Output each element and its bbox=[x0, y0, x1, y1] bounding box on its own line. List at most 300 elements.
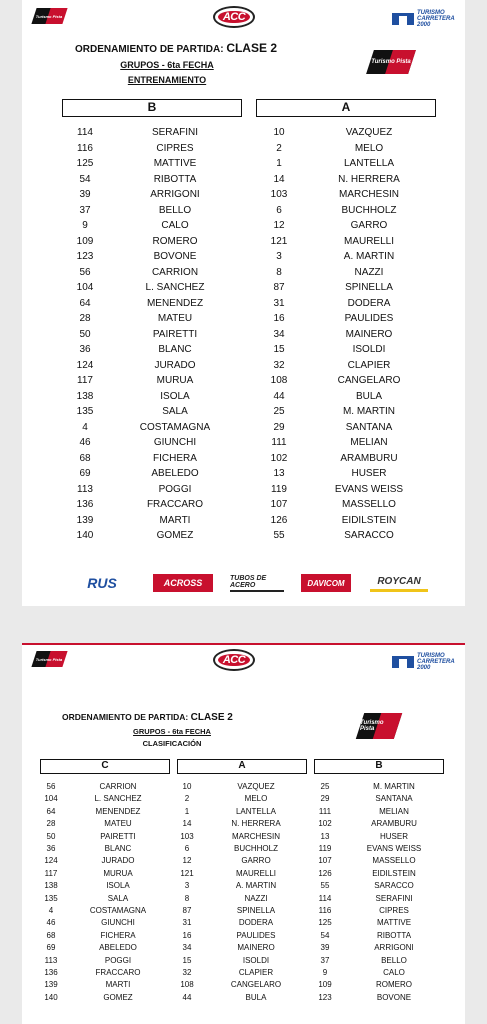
c-driver-name: JURADO bbox=[101, 856, 135, 866]
table-row bbox=[36, 869, 446, 878]
left-driver-name: JURADO bbox=[154, 359, 196, 371]
left-driver-name: ROMERO bbox=[152, 235, 198, 247]
left-car-number: 123 bbox=[76, 251, 94, 262]
c-driver-name: GOMEZ bbox=[103, 992, 133, 1002]
b-car-number: 123 bbox=[318, 992, 332, 1002]
c-driver-name: FRACCARO bbox=[95, 968, 141, 977]
left-driver-name: MATEU bbox=[157, 313, 193, 324]
table-row bbox=[36, 968, 446, 977]
left-car-number: 117 bbox=[77, 375, 93, 386]
a-car-number: 15 bbox=[182, 955, 192, 965]
b-driver-name: MASSELLO bbox=[372, 856, 416, 866]
right-car-number: 55 bbox=[273, 530, 285, 541]
left-driver-name: GIUNCHI bbox=[153, 437, 197, 448]
table-row bbox=[62, 236, 436, 247]
right-car-number: 16 bbox=[273, 313, 285, 324]
right-car-number: 107 bbox=[270, 499, 288, 510]
right-car-number: 102 bbox=[270, 452, 288, 464]
right-driver-name: MARCHESIN bbox=[338, 189, 399, 200]
table-row bbox=[62, 360, 436, 371]
a-car-number: 6 bbox=[184, 844, 190, 853]
left-driver-name: CALO bbox=[161, 220, 189, 231]
page-title bbox=[75, 41, 277, 55]
subtitle: GRUPOS - 6ta FECHA bbox=[120, 60, 214, 70]
b-driver-name: EIDILSTEIN bbox=[372, 868, 416, 878]
right-driver-name: MAINERO bbox=[345, 328, 393, 340]
table-row bbox=[36, 993, 446, 1002]
left-car-number: 136 bbox=[76, 499, 94, 510]
c-driver-name: SALA bbox=[107, 893, 129, 903]
table-row bbox=[62, 251, 436, 262]
sponsor-across-logo: ACROSS bbox=[153, 574, 213, 592]
table-row bbox=[36, 943, 446, 952]
table-row bbox=[62, 453, 436, 464]
table-row bbox=[36, 819, 446, 828]
left-car-number: 124 bbox=[76, 359, 94, 371]
right-car-number: 87 bbox=[273, 282, 285, 293]
a-car-number: 16 bbox=[182, 930, 192, 940]
left-car-number: 28 bbox=[79, 313, 91, 324]
a-car-number: 34 bbox=[182, 943, 192, 953]
table-row bbox=[62, 484, 436, 495]
b-car-number: 111 bbox=[318, 806, 332, 816]
right-car-number: 25 bbox=[273, 406, 285, 417]
a-car-number: 87 bbox=[182, 906, 192, 915]
sponsor-roycan-logo: ROYCAN bbox=[370, 574, 428, 592]
session-label: ENTRENAMIENTO bbox=[127, 75, 207, 85]
b-car-number: 102 bbox=[318, 819, 332, 829]
a-car-number: 121 bbox=[180, 868, 194, 878]
right-car-number: 126 bbox=[270, 514, 288, 526]
b-driver-name: SERAFINI bbox=[375, 893, 413, 903]
b-car-number: 107 bbox=[318, 856, 332, 866]
a-driver-name: LANTELLA bbox=[235, 806, 277, 816]
left-car-number: 54 bbox=[79, 173, 91, 185]
right-car-number: 111 bbox=[271, 437, 287, 448]
right-car-number: 34 bbox=[273, 328, 285, 340]
left-car-number: 135 bbox=[76, 406, 94, 417]
right-driver-name: LANTELLA bbox=[343, 158, 395, 169]
column-header-right: A bbox=[256, 99, 436, 117]
a-car-number: 31 bbox=[182, 918, 192, 928]
b-car-number: 54 bbox=[320, 930, 330, 940]
table-row bbox=[62, 375, 436, 386]
table-row bbox=[62, 329, 436, 340]
right-car-number: 29 bbox=[273, 421, 285, 433]
left-car-number: 116 bbox=[77, 142, 93, 154]
right-car-number: 108 bbox=[270, 375, 288, 386]
right-driver-name: VAZQUEZ bbox=[345, 127, 393, 138]
left-driver-name: FRACCARO bbox=[146, 499, 204, 510]
right-driver-name: HUSER bbox=[351, 468, 387, 479]
sponsor-rus-logo: RUS bbox=[87, 575, 117, 591]
session-label: CLASIFICACIÓN bbox=[142, 739, 202, 748]
table-row bbox=[62, 127, 436, 138]
c-driver-name: L. SANCHEZ bbox=[94, 794, 142, 804]
a-car-number: 10 bbox=[182, 782, 192, 791]
a-driver-name: VAZQUEZ bbox=[237, 782, 275, 791]
left-car-number: 56 bbox=[79, 266, 91, 278]
table-row bbox=[62, 406, 436, 417]
turismo-pista-logo bbox=[34, 8, 64, 24]
c-driver-name: MARTI bbox=[105, 980, 131, 990]
right-driver-name: SARACCO bbox=[344, 530, 394, 541]
c-car-number: 139 bbox=[44, 980, 58, 990]
right-car-number: 3 bbox=[276, 251, 282, 262]
right-car-number: 10 bbox=[273, 127, 285, 138]
a-driver-name: CLAPIER bbox=[238, 968, 274, 977]
table-row bbox=[62, 313, 436, 324]
right-car-number: 32 bbox=[273, 359, 285, 371]
tc2000-logo bbox=[392, 653, 461, 671]
b-driver-name: CIPRES bbox=[379, 906, 409, 915]
left-car-number: 4 bbox=[82, 421, 88, 433]
b-car-number: 126 bbox=[318, 868, 332, 878]
c-car-number: 68 bbox=[46, 930, 56, 940]
sponsor-davicom-logo: DAVICOM bbox=[301, 574, 351, 592]
right-driver-name: SANTANA bbox=[345, 421, 393, 433]
right-car-number: 13 bbox=[273, 468, 285, 479]
table-row bbox=[62, 158, 436, 169]
c-car-number: 4 bbox=[48, 906, 54, 915]
table-row bbox=[62, 205, 436, 216]
right-car-number: 103 bbox=[270, 189, 288, 200]
right-car-number: 8 bbox=[276, 266, 282, 278]
table-row bbox=[36, 856, 446, 865]
b-driver-name: ARAMBURU bbox=[371, 819, 417, 829]
table-row bbox=[62, 468, 436, 479]
right-driver-name: NAZZI bbox=[354, 266, 384, 278]
a-driver-name: BUCHHOLZ bbox=[233, 844, 278, 853]
c-driver-name: FICHERA bbox=[100, 930, 136, 940]
a-driver-name: N. HERRERA bbox=[231, 819, 281, 829]
left-car-number: 113 bbox=[77, 483, 93, 495]
table-row bbox=[36, 794, 446, 803]
tc2000-logo bbox=[392, 10, 461, 28]
c-driver-name: MURUA bbox=[103, 868, 133, 878]
left-driver-name: MARTI bbox=[159, 514, 191, 526]
a-car-number: 103 bbox=[180, 831, 194, 841]
b-driver-name: ARRIGONI bbox=[374, 943, 414, 953]
right-car-number: 14 bbox=[273, 173, 285, 185]
column-header-3: B bbox=[314, 759, 444, 774]
left-driver-name: COSTAMAGNA bbox=[139, 421, 211, 433]
table-row bbox=[62, 530, 436, 541]
right-driver-name: BUCHHOLZ bbox=[341, 204, 397, 216]
left-driver-name: BOVONE bbox=[153, 251, 197, 262]
left-driver-name: ARRIGONI bbox=[150, 189, 200, 200]
left-car-number: 64 bbox=[79, 297, 91, 309]
left-car-number: 9 bbox=[82, 220, 88, 231]
turismo-pista-logo-large bbox=[360, 713, 398, 739]
right-driver-name: MAURELLI bbox=[343, 235, 394, 247]
c-car-number: 135 bbox=[44, 893, 58, 903]
turismo-pista-logo-large bbox=[370, 50, 412, 74]
c-car-number: 64 bbox=[46, 806, 56, 816]
left-driver-name: L. SANCHEZ bbox=[145, 282, 205, 293]
right-driver-name: PAULIDES bbox=[344, 313, 394, 324]
c-driver-name: BLANC bbox=[104, 844, 132, 853]
c-car-number: 36 bbox=[46, 844, 56, 853]
left-car-number: 109 bbox=[76, 235, 94, 247]
a-car-number: 3 bbox=[184, 881, 190, 891]
b-driver-name: CALO bbox=[383, 968, 405, 977]
right-driver-name: N. HERRERA bbox=[338, 173, 400, 185]
right-driver-name: MELO bbox=[354, 142, 384, 154]
right-driver-name: EVANS WEISS bbox=[334, 483, 404, 495]
right-car-number: 15 bbox=[273, 344, 285, 355]
page-title bbox=[62, 712, 233, 723]
title-class: CLASE 2 bbox=[226, 41, 277, 55]
a-car-number: 32 bbox=[182, 968, 192, 977]
b-car-number: 116 bbox=[318, 906, 332, 915]
acc-logo-text: ACC bbox=[218, 11, 249, 24]
c-driver-name: GIUNCHI bbox=[101, 918, 135, 928]
c-driver-name: MATEU bbox=[104, 819, 132, 829]
a-car-number: 1 bbox=[184, 806, 190, 816]
table-row bbox=[36, 782, 446, 791]
b-driver-name: MATTIVE bbox=[376, 918, 412, 928]
left-driver-name: SERAFINI bbox=[151, 127, 199, 138]
a-car-number: 2 bbox=[184, 794, 190, 804]
c-car-number: 69 bbox=[46, 943, 56, 953]
left-driver-name: RIBOTTA bbox=[153, 173, 197, 185]
b-car-number: 9 bbox=[322, 968, 328, 977]
right-driver-name: MELIAN bbox=[350, 437, 388, 448]
table-row bbox=[62, 298, 436, 309]
title-prefix: ORDENAMIENTO DE PARTIDA: bbox=[75, 44, 227, 55]
b-car-number: 55 bbox=[320, 881, 330, 891]
c-driver-name: COSTAMAGNA bbox=[89, 906, 147, 915]
acc-logo-text: ACC bbox=[218, 654, 249, 667]
turismo-pista-logo-text: Turismo Pista bbox=[35, 13, 63, 19]
left-driver-name: CIPRES bbox=[156, 142, 194, 154]
turismo-pista-logo-large-text: Turismo Pista bbox=[360, 720, 384, 732]
column-header-left: B bbox=[62, 99, 242, 117]
turismo-pista-logo bbox=[34, 651, 64, 667]
table-row bbox=[36, 832, 446, 841]
table-row bbox=[36, 918, 446, 927]
c-car-number: 138 bbox=[44, 881, 58, 891]
left-car-number: 69 bbox=[79, 468, 91, 479]
c-driver-name: POGGI bbox=[104, 955, 132, 965]
b-car-number: 37 bbox=[320, 955, 330, 965]
column-header-1: C bbox=[40, 759, 170, 774]
left-car-number: 104 bbox=[76, 282, 94, 293]
right-driver-name: CLAPIER bbox=[347, 359, 391, 371]
table-row bbox=[36, 881, 446, 890]
a-driver-name: MELO bbox=[244, 794, 268, 804]
title-prefix: ORDENAMIENTO DE PARTIDA: bbox=[62, 712, 191, 722]
b-driver-name: RIBOTTA bbox=[376, 930, 412, 940]
b-car-number: 125 bbox=[318, 918, 332, 928]
b-driver-name: HUSER bbox=[379, 831, 408, 841]
sponsor-bar bbox=[22, 570, 465, 596]
left-driver-name: FICHERA bbox=[153, 452, 197, 464]
left-car-number: 139 bbox=[76, 514, 94, 526]
page-top-rule bbox=[22, 643, 465, 645]
right-driver-name: DODERA bbox=[347, 297, 391, 309]
left-car-number: 46 bbox=[79, 437, 91, 448]
b-car-number: 29 bbox=[320, 794, 330, 804]
tc2000-logo-text: TURISMO CARRETERA 2000 bbox=[417, 10, 455, 28]
a-driver-name: A. MARTIN bbox=[235, 881, 277, 891]
right-car-number: 12 bbox=[273, 220, 285, 231]
left-driver-name: MATTIVE bbox=[153, 158, 197, 169]
a-car-number: 8 bbox=[184, 893, 190, 903]
b-car-number: 119 bbox=[318, 844, 332, 853]
right-car-number: 119 bbox=[271, 483, 287, 495]
subtitle: GRUPOS - 6ta FECHA bbox=[133, 727, 211, 736]
table-row bbox=[62, 267, 436, 278]
turismo-pista-logo-large-text: Turismo Pista bbox=[371, 59, 411, 65]
table-row bbox=[62, 282, 436, 293]
a-driver-name: BULA bbox=[245, 992, 267, 1002]
right-driver-name: MASSELLO bbox=[342, 499, 396, 510]
left-car-number: 125 bbox=[76, 158, 94, 169]
c-car-number: 117 bbox=[44, 868, 58, 878]
left-car-number: 36 bbox=[79, 344, 91, 355]
left-driver-name: ABELEDO bbox=[151, 468, 199, 479]
left-car-number: 50 bbox=[79, 328, 91, 340]
left-driver-name: ISOLA bbox=[160, 390, 190, 402]
table-row bbox=[62, 344, 436, 355]
right-car-number: 44 bbox=[273, 390, 285, 402]
c-driver-name: CARRION bbox=[99, 782, 137, 791]
table-row bbox=[36, 956, 446, 965]
right-car-number: 1 bbox=[276, 158, 282, 169]
c-car-number: 104 bbox=[44, 794, 58, 804]
left-driver-name: PAIRETTI bbox=[152, 328, 198, 340]
document-page-2 bbox=[22, 643, 465, 1024]
b-car-number: 109 bbox=[318, 980, 332, 990]
right-car-number: 31 bbox=[273, 297, 285, 309]
right-driver-name: ARAMBURU bbox=[340, 452, 398, 464]
c-car-number: 113 bbox=[44, 955, 58, 965]
table-row bbox=[62, 174, 436, 185]
c-driver-name: ISOLA bbox=[106, 881, 130, 891]
left-car-number: 138 bbox=[76, 390, 94, 402]
right-car-number: 121 bbox=[270, 235, 288, 247]
table-row bbox=[62, 391, 436, 402]
a-driver-name: NAZZI bbox=[244, 893, 268, 903]
b-car-number: 25 bbox=[320, 782, 330, 791]
right-driver-name: EIDILSTEIN bbox=[341, 514, 397, 526]
left-driver-name: BLANC bbox=[158, 344, 192, 355]
left-driver-name: CARRION bbox=[151, 266, 199, 278]
left-car-number: 140 bbox=[76, 530, 94, 541]
a-car-number: 44 bbox=[182, 992, 192, 1002]
c-car-number: 124 bbox=[44, 856, 58, 866]
table-row bbox=[36, 931, 446, 940]
b-car-number: 13 bbox=[320, 831, 330, 841]
table-row bbox=[36, 844, 446, 853]
b-car-number: 114 bbox=[318, 893, 332, 903]
a-car-number: 14 bbox=[182, 819, 192, 829]
c-car-number: 136 bbox=[44, 968, 58, 977]
a-driver-name: SPINELLA bbox=[236, 906, 276, 915]
right-car-number: 6 bbox=[276, 204, 282, 216]
left-driver-name: BELLO bbox=[158, 204, 192, 216]
column-header-2: A bbox=[177, 759, 307, 774]
a-driver-name: MAURELLI bbox=[235, 868, 276, 878]
c-car-number: 28 bbox=[46, 819, 56, 829]
table-row bbox=[62, 143, 436, 154]
table-row bbox=[62, 220, 436, 231]
table-row bbox=[62, 189, 436, 200]
table-row bbox=[62, 437, 436, 448]
turismo-pista-logo-text: Turismo Pista bbox=[35, 656, 63, 662]
acc-logo bbox=[213, 649, 255, 671]
a-driver-name: ISOLDI bbox=[242, 955, 270, 965]
b-driver-name: BOVONE bbox=[376, 992, 412, 1002]
c-driver-name: ABELEDO bbox=[99, 943, 137, 953]
a-driver-name: DODERA bbox=[238, 918, 274, 928]
table-row bbox=[62, 499, 436, 510]
left-driver-name: GOMEZ bbox=[156, 530, 194, 541]
a-driver-name: GARRO bbox=[241, 856, 271, 866]
left-driver-name: POGGI bbox=[158, 483, 192, 495]
a-car-number: 12 bbox=[182, 856, 192, 866]
c-driver-name: MENENDEZ bbox=[95, 806, 141, 816]
c-car-number: 56 bbox=[46, 782, 56, 791]
b-driver-name: M. MARTIN bbox=[373, 782, 415, 791]
b-driver-name: BELLO bbox=[381, 955, 407, 965]
a-driver-name: MARCHESIN bbox=[231, 831, 280, 841]
right-driver-name: ISOLDI bbox=[352, 344, 386, 355]
left-car-number: 114 bbox=[77, 127, 93, 138]
table-row bbox=[62, 515, 436, 526]
left-driver-name: MENENDEZ bbox=[146, 297, 204, 309]
right-driver-name: CANGELARO bbox=[337, 375, 401, 386]
right-driver-name: SPINELLA bbox=[345, 282, 393, 293]
c-car-number: 140 bbox=[44, 992, 58, 1002]
c-car-number: 50 bbox=[46, 831, 56, 841]
a-driver-name: CANGELARO bbox=[230, 980, 282, 990]
a-driver-name: PAULIDES bbox=[236, 930, 276, 940]
left-car-number: 68 bbox=[79, 452, 91, 464]
right-driver-name: M. MARTIN bbox=[342, 406, 396, 417]
b-driver-name: SARACCO bbox=[374, 881, 414, 891]
b-driver-name: MELIAN bbox=[379, 806, 409, 816]
c-driver-name: PAIRETTI bbox=[100, 831, 136, 841]
right-car-number: 2 bbox=[276, 142, 282, 154]
table-row bbox=[62, 422, 436, 433]
b-driver-name: ROMERO bbox=[376, 980, 412, 990]
c-car-number: 46 bbox=[46, 918, 56, 928]
left-driver-name: MURUA bbox=[156, 375, 194, 386]
b-driver-name: SANTANA bbox=[375, 794, 413, 804]
title-class: CLASE 2 bbox=[190, 712, 233, 723]
b-car-number: 39 bbox=[320, 943, 330, 953]
b-driver-name: EVANS WEISS bbox=[366, 844, 422, 853]
left-car-number: 39 bbox=[79, 189, 91, 200]
sponsor-tubos-logo: TUBOS DE ACERO bbox=[230, 574, 284, 592]
right-driver-name: BULA bbox=[355, 390, 383, 402]
tc2000-logo-text: TURISMO CARRETERA 2000 bbox=[417, 653, 455, 671]
table-row bbox=[36, 906, 446, 915]
left-car-number: 37 bbox=[79, 204, 91, 216]
table-row bbox=[36, 894, 446, 903]
a-driver-name: MAINERO bbox=[237, 943, 275, 953]
acc-logo bbox=[213, 6, 255, 28]
right-driver-name: GARRO bbox=[350, 220, 388, 231]
a-car-number: 108 bbox=[180, 980, 194, 990]
document-page-1 bbox=[22, 0, 465, 606]
table-row bbox=[36, 980, 446, 989]
table-row bbox=[36, 807, 446, 816]
left-driver-name: SALA bbox=[162, 406, 188, 417]
